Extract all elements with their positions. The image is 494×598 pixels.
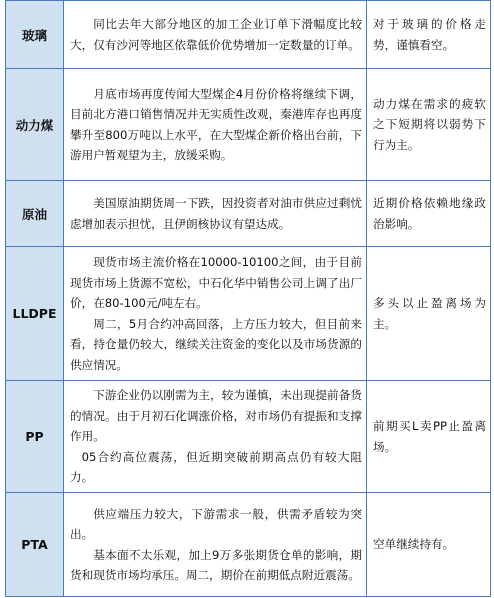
market-description (64, 381, 367, 493)
commodity-name: LLDPE (6, 247, 64, 381)
market-description (64, 181, 367, 247)
description-paragraph: 下游企业仍以刚需为主，较为谨慎，未出现提前备货的情况。由于月初石化调涨价格，对市场仍有提振和支撑作用。 (70, 388, 362, 444)
trading-advice (367, 493, 491, 597)
trading-advice (367, 1, 491, 69)
market-description (64, 69, 367, 181)
market-commentary-table (5, 0, 491, 597)
advice-text: 近期价格依赖地缘政治影响。 (373, 196, 486, 231)
trading-advice (367, 181, 491, 247)
advice-text: 前期买L卖PP止盈离场。 (373, 419, 486, 454)
market-description (64, 247, 367, 381)
table-row (6, 247, 491, 381)
description-paragraph: 同比去年大部分地区的加工企业订单下滑幅度比较大，仅有沙河等地区依靠低价优势增加一定数量的订单。 (70, 17, 362, 52)
trading-advice (367, 69, 491, 181)
commodity-name: PTA (6, 493, 64, 597)
commodity-name: 原油 (6, 181, 64, 247)
description-paragraph: 基本面不太乐观，加上9万多张期货仓单的影响，期货和现货市场均承压。周二，期价在前期低点附近震荡。 (70, 547, 362, 582)
description-paragraph: 周二，5月合约冲高回落，上方压力较大，但目前来看，持仓量仍较大，继续关注资金的变化以及市场货源的供应情况。 (70, 316, 362, 372)
table-row (6, 1, 491, 69)
description-paragraph: 月底市场再度传闻大型煤企4月份价格将继续下调，目前北方港口销售情况并无实质性改观，秦港库存也再度攀升至800万吨以上水平，在大型煤企新价格出台前，下游用户暂观望为主，放缓采购。 (70, 86, 362, 162)
description-paragraph: 现货市场主流价格在10000-10100之间，由于目前现货市场上货源不宽松，中石化华中销售公司上调了出厂价，在80-100元/吨左右。 (70, 255, 362, 310)
description-paragraph: 05合约高位震荡，但近期突破前期高点仍有较大阻力。 (70, 449, 362, 485)
advice-text: 对于玻璃的价格走势，谨慎看空。 (373, 17, 486, 52)
advice-text: 多头以止盈离场为主。 (373, 296, 486, 331)
table-row (6, 69, 491, 181)
table-row (6, 381, 491, 493)
advice-text: 动力煤在需求的疲软之下短期将以弱势下行为主。 (373, 96, 486, 152)
market-description (64, 493, 367, 597)
commodity-name: 动力煤 (6, 69, 64, 181)
table-row (6, 181, 491, 247)
commodity-name: 玻璃 (6, 1, 64, 69)
commodity-name: PP (6, 381, 64, 493)
trading-advice (367, 381, 491, 493)
description-paragraph: 供应端压力较大，下游需求一般，供需矛盾较为突出。 (70, 506, 362, 541)
table-row (6, 493, 491, 597)
trading-advice (367, 247, 491, 381)
advice-text: 空单继续持有。 (373, 537, 455, 552)
description-paragraph: 美国原油期货周一下跌，因投资者对油市供应过剩忧虑增加表示担忧，且伊朗核协议有望达成。 (70, 196, 362, 231)
market-description (64, 1, 367, 69)
